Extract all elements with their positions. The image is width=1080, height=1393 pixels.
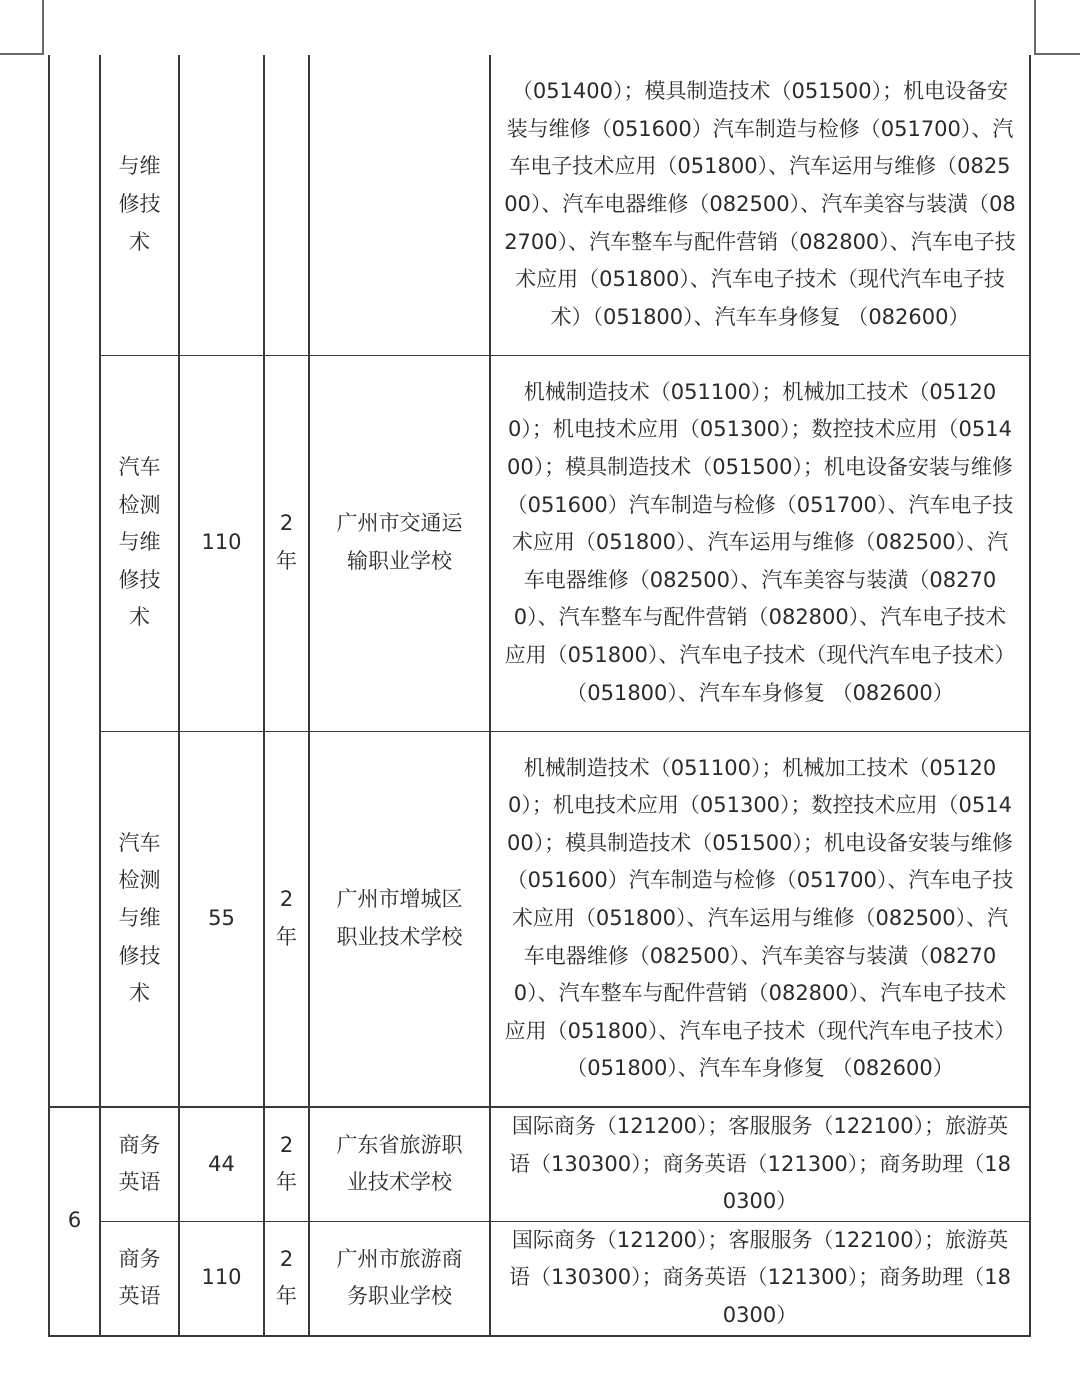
major-text: 汽车 检测 与维 修技 术: [118, 455, 161, 630]
school-text: 广州市旅游商 务职业学校: [336, 1246, 463, 1309]
requirements-cell: [490, 1107, 1030, 1221]
school-cell: [309, 731, 490, 1107]
requirements-text: 机械制造技术（051100）；机械加工技术（051200）；机电技术应用（051300）；数控技术应用（051400）；模具制造技术（051500）；机电设备安装与维修（051600）汽车制造与检修（051700）、汽车电子技术应用（051800）、汽车运用与维修（082500）、汽车电器维修（082500）、汽车美容与装潢（082700）、汽车整车与配件营销（082800）、汽车电子技术应用（051800）、汽车电子技术（现代汽车电子技术）（051800）、汽车车身修复 （082600）: [504, 379, 1016, 705]
requirements-text: 国际商务（121200）；客服服务（122100）；旅游英语（130300）；商务英语（121300）；商务助理（180300）: [508, 1114, 1012, 1214]
major-cell: [100, 731, 179, 1107]
major-cell: [100, 355, 179, 731]
years-cell: [264, 1107, 309, 1221]
plan-text: 44: [208, 1151, 235, 1176]
years-cell: [264, 355, 309, 731]
plan-cell: [179, 731, 264, 1107]
requirements-cell: [490, 731, 1030, 1107]
requirements-cell: [490, 1221, 1030, 1335]
years-text: 2 年: [276, 1132, 297, 1195]
crop-mark-top-left-horizontal: [0, 53, 44, 55]
school-cell: [309, 1107, 490, 1221]
major-cell: [100, 1221, 179, 1335]
table-row: [49, 355, 1030, 731]
plan-text: 110: [201, 1265, 242, 1290]
table-row: [49, 731, 1030, 1107]
plan-cell: [179, 1221, 264, 1335]
index-cell: [49, 55, 100, 1107]
major-cell: [100, 1107, 179, 1221]
requirements-text: （051400）；模具制造技术（051500）；机电设备安装与维修（051600）汽车制造与检修（051700）、汽车电子技术应用（051800）、汽车运用与维修（082500）、汽车电器维修（082500）、汽车美容与装潢（082700）、汽车整车与配件营销（082800）、汽车电子技术应用（051800）、汽车电子技术（现代汽车电子技术）（051800）、汽车车身修复 （082600）: [504, 79, 1016, 329]
major-text: 商务 英语: [118, 1132, 161, 1195]
requirements-cell: [490, 55, 1030, 355]
years-cell: [264, 1221, 309, 1335]
school-cell: [309, 1221, 490, 1335]
requirements-text: 机械制造技术（051100）；机械加工技术（051200）；机电技术应用（051300）；数控技术应用（051400）；模具制造技术（051500）；机电设备安装与维修（051600）汽车制造与检修（051700）、汽车电子技术应用（051800）、汽车运用与维修（082500）、汽车电器维修（082500）、汽车美容与装潢（082700）、汽车整车与配件营销（082800）、汽车电子技术应用（051800）、汽车电子技术（现代汽车电子技术）（051800）、汽车车身修复 （082600）: [504, 755, 1016, 1081]
crop-mark-top-left-vertical: [42, 0, 44, 55]
major-text: 商务 英语: [118, 1246, 161, 1309]
major-text: 与维 修技 术: [118, 154, 161, 254]
school-text: 广州市增城区 职业技术学校: [336, 887, 463, 949]
major-cell: [100, 55, 179, 355]
plan-text: 55: [208, 905, 235, 930]
years-cell: [264, 731, 309, 1107]
major-text: 汽车 检测 与维 修技 术: [118, 830, 161, 1006]
index-cell: [49, 1107, 100, 1336]
school-cell: [309, 55, 490, 355]
enrollment-table: [48, 55, 1031, 1337]
school-text: 广州市交通运 输职业学校: [336, 511, 463, 573]
years-text: 2 年: [276, 1246, 297, 1309]
school-text: 广东省旅游职 业技术学校: [336, 1132, 463, 1195]
years-text: 2 年: [276, 511, 297, 573]
table-row: [49, 1221, 1030, 1335]
requirements-cell: [490, 355, 1030, 731]
years-cell: [264, 55, 309, 355]
index-text: 6: [67, 1208, 82, 1233]
plan-cell: [179, 1107, 264, 1221]
plan-cell: [179, 355, 264, 731]
table-row: [49, 1107, 1030, 1221]
years-text: 2 年: [276, 887, 297, 949]
plan-text: 110: [201, 530, 242, 555]
crop-mark-top-right-horizontal: [1034, 53, 1080, 55]
requirements-text: 国际商务（121200）；客服服务（122100）；旅游英语（130300）；商务英语（121300）；商务助理（180300）: [508, 1227, 1012, 1327]
plan-cell: [179, 55, 264, 355]
table-row: [49, 55, 1030, 355]
crop-mark-top-right-vertical: [1034, 0, 1036, 55]
school-cell: [309, 355, 490, 731]
